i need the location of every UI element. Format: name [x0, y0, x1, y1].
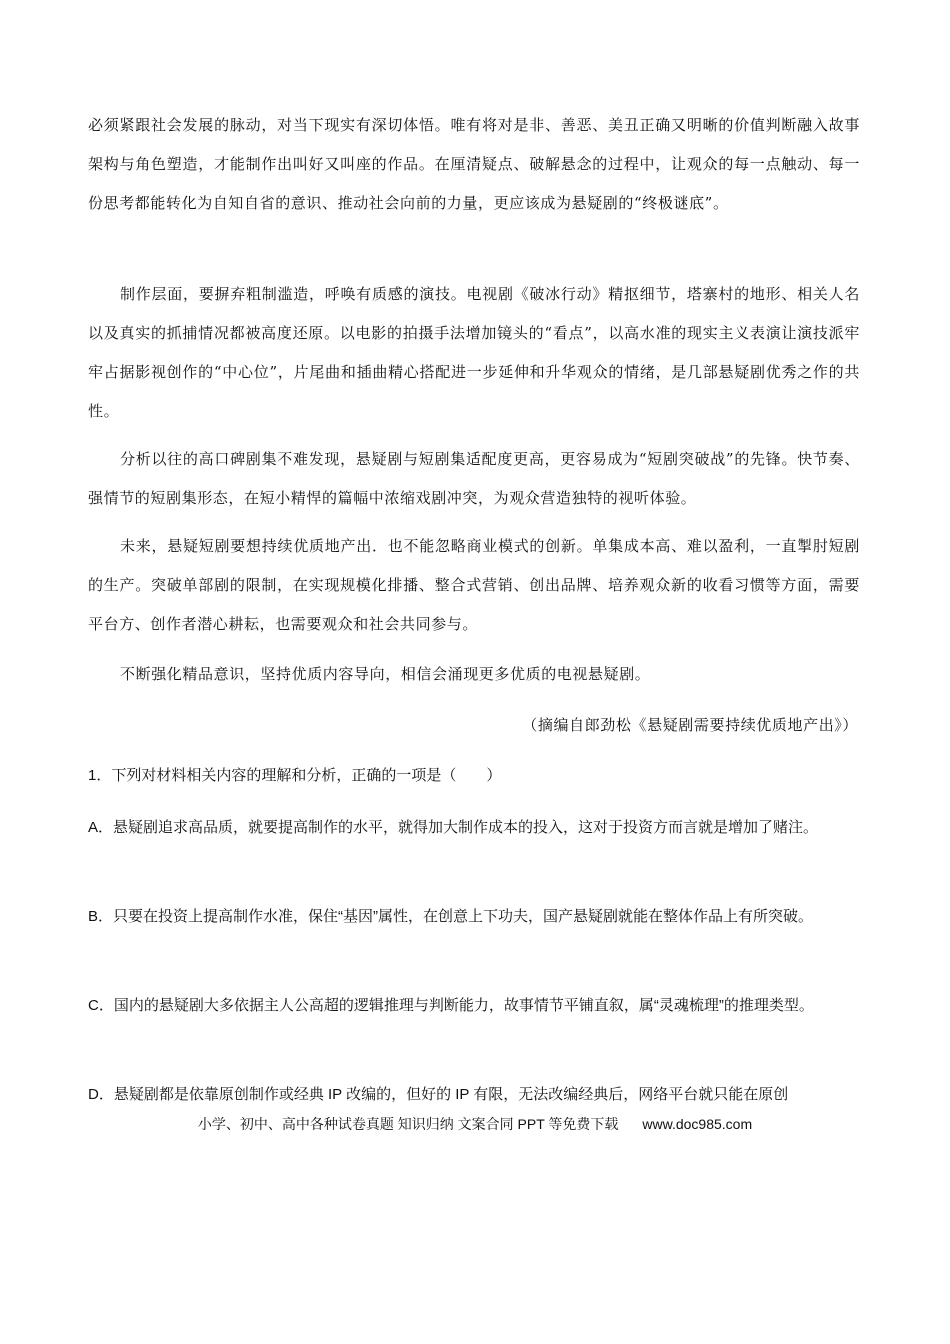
question-option-b: B．只要在投资上提高制作水准，保住“基因”属性，在创意上下功夫，国产悬疑剧就能在整体作品上有所突破。	[88, 908, 814, 925]
article-paragraph-1: 必须紧跟社会发展的脉动，对当下现实有深切体悟。唯有将对是非、善恶、美丑正确又明晰的价值判断融入故事架构与角色塑造，才能制作出叫好又叫座的作品。在厘清疑点、破解悬念的过程中，让观众的每一点触动、每一份思考都能转化为自知自省的意识、推动社会向前的力量，更应该成为悬疑剧的“终极谜底”。	[88, 116, 860, 212]
article-paragraph-3: 分析以往的高口碑剧集不难发现，悬疑剧与短剧集适配度更高，更容易成为“短剧突破战”的先锋。快节奏、强情节的短剧集形态，在短小精悍的篇幅中浓缩戏剧冲突，为观众营造独特的视听体验。	[88, 450, 860, 507]
question-stem: 1．下列对材料相关内容的理解和分析，正确的一项是（ ）	[88, 767, 502, 784]
page-footer	[0, 1112, 950, 1136]
question-option-a: A．悬疑剧追求高品质，就要提高制作的水平，就得加大制作成本的投入，这对于投资方而言就是增加了赌注。	[88, 819, 819, 836]
question-option-c: C．国内的悬疑剧大多依据主人公高超的逻辑推理与判断能力，故事情节平铺直叙，属“灵魂梳理”的推理类型。	[88, 997, 814, 1014]
article-paragraph-2: 制作层面，要摒弃粗制滥造，呼唤有质感的演技。电视剧《破冰行动》精抠细节，塔寨村的地形、相关人名以及真实的抓捕情况都被高度还原。以电影的拍摄手法增加镜头的“看点”，以高水准的现实主义表演让演技派牢牢占据影视创作的“中心位”，片尾曲和插曲精心搭配进一步延伸和升华观众的情绪，是几部悬疑剧优秀之作的共性。	[88, 285, 860, 420]
footer-url: www.doc985.com	[642, 1116, 753, 1132]
question-option-d: D．悬疑剧都是依靠原创制作或经典 IP 改编的，但好的 IP 有限，无法改编经典后，网络平台就只能在原创	[88, 1086, 789, 1103]
article-source-citation: （摘编自郎劲松《悬疑剧需要持续优质地产出》）	[522, 716, 858, 734]
footer-text: 小学、初中、高中各种试卷真题 知识归纳 文案合同 PPT 等免费下载	[197, 1116, 619, 1132]
article-paragraph-5: 不断强化精品意识，坚持优质内容导向，相信会涌现更多优质的电视悬疑剧。	[120, 665, 651, 683]
article-paragraph-4: 未来，悬疑短剧要想持续优质地产出．也不能忽略商业模式的创新。单集成本高、难以盈利，一直掣肘短剧的生产。突破单部剧的限制，在实现规模化排播、整合式营销、创出品牌、培养观众新的收看习惯等方面，需要平台方、创作者潜心耕耘，也需要观众和社会共同参与。	[88, 537, 860, 633]
